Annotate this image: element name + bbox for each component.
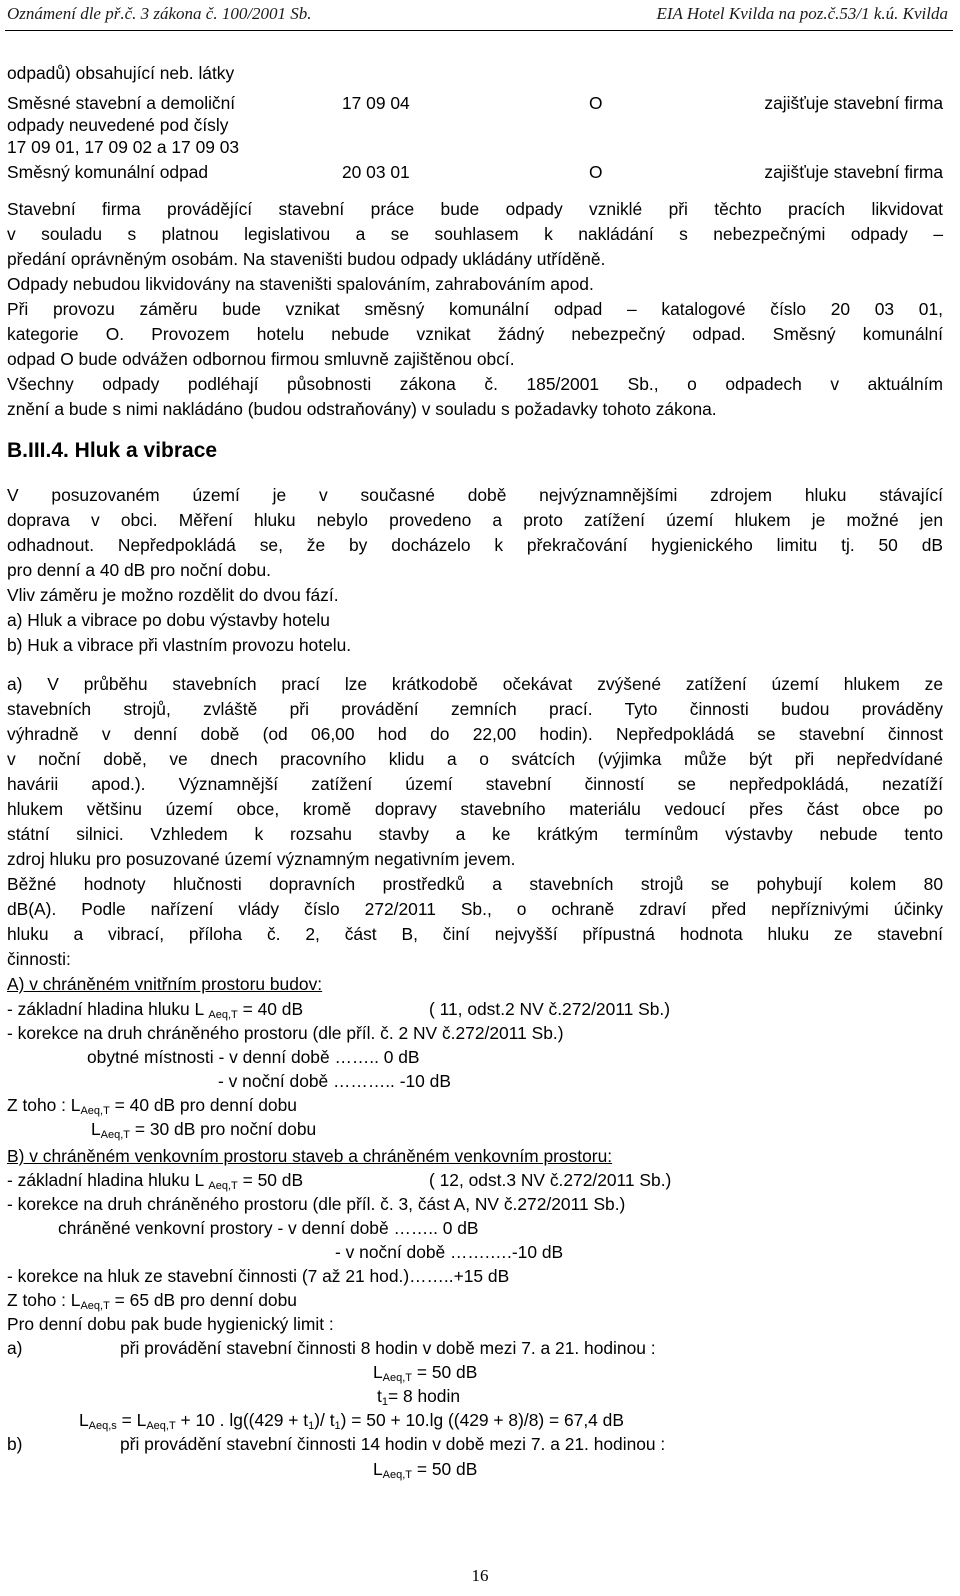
waste-code: 20 03 01 [342, 162, 410, 182]
text-line: odhadnout. Nepředpokládá se, že by docházelo k překračování hygienického limitu tj. 50 dB [7, 535, 943, 555]
waste-name: Směsný komunální odpad [7, 162, 209, 182]
text-line: kategorie O. Provozem hotelu nebude vznikat žádný nebezpečný odpad. Směsný komunální [7, 324, 943, 344]
text-line: stavebních strojů, zvláště při provádění zemních prací. Tyto činnosti budou prováděny [7, 699, 943, 719]
waste-name: Směsné stavební a demoliční [7, 93, 236, 113]
text-line: státní silnici. Vzhledem k rozsahu stavby a ke krátkým termínům výstavby nebude tento [7, 824, 943, 844]
waste-code: 17 09 04 [342, 93, 410, 113]
text-line: V posuzovaném území je v současné době nejvýznamnějšími zdrojem hluku stávající [7, 485, 943, 505]
table-row: odpadů) obsahující neb. látky [7, 63, 235, 83]
text-line: $t_1= 8$ hodin [377, 1386, 461, 1408]
text-line: v souladu s platnou legislativou a se souhlasem k nakládání s nebezpečnými odpady – [7, 224, 943, 244]
header-rule [5, 30, 953, 31]
text-line: - základní hladina hluku L $_{Aeq,T}$ = 40 dB [7, 999, 304, 1021]
text-line: $L_{Aeq,T} = 50$ dB [373, 1362, 478, 1384]
text-line: při provádění stavební činnosti 14 hodin v době mezi 7. a 21. hodinou : [120, 1434, 666, 1454]
text-line: pro denní a 40 dB pro noční dobu. [7, 560, 271, 580]
text-line: a) V průběhu stavebních prací lze krátkodobě očekávat zvýšené zatížení území hlukem ze [7, 674, 943, 694]
page-number: 16 [471, 1566, 489, 1585]
header-left-text: Oznámení dle př.č. 3 zákona č. 100/2001 Sb. [7, 4, 312, 23]
legal-reference: ( 11, odst.2 NV č.272/2011 Sb.) [429, 999, 671, 1019]
list-marker: b) [7, 1434, 23, 1454]
text-line: a) Hluk a vibrace po dobu výstavby hotelu [7, 610, 330, 630]
text-line: Všechny odpady podléhají působnosti zákona č. 185/2001 Sb., o odpadech v aktuálním [7, 374, 943, 394]
text-line: v noční době, ve dnech pracovního klidu a o svátcích (výjimka může být při nepředvídané [7, 749, 943, 769]
text-line: hluku a vibrací, příloha č. 2, část B, činí nejvyšší přípustná hodnota hluku ze stavební [7, 924, 943, 944]
waste-note: zajišťuje stavební firma [764, 93, 943, 113]
waste-name: 17 09 01, 17 09 02 a 17 09 03 [7, 137, 240, 157]
text-line: odpad O bude odvážen odbornou firmou smluvně zajištěnou obcí. [7, 349, 515, 369]
page-header [0, 0, 960, 34]
subsection-heading: A) v chráněném vnitřním prostoru budov: [7, 974, 323, 994]
text-line: obytné místnosti - v denní době …….. 0 dB [87, 1047, 420, 1067]
text-line: - korekce na druh chráněného prostoru (dle příl. č. 2 NV č.272/2011 Sb.) [7, 1023, 564, 1043]
text-line: Běžné hodnoty hlučnosti dopravních prostředků a stavebních strojů se pohybují kolem 80 [7, 874, 943, 894]
text-line: dB(A). Podle nařízení vlády číslo 272/2011 Sb., o ochraně zdraví před nepříznivými účinky [7, 899, 943, 919]
text-line: Pro denní dobu pak bude hygienický limit : [7, 1314, 334, 1334]
text-line: Odpady nebudou likvidovány na staveništi spalováním, zahrabováním apod. [7, 274, 594, 294]
text-line: znění a bude s nimi nakládáno (budou odstraňovány) v souladu s požadavky tohoto zákona. [7, 399, 717, 419]
text-line: - základní hladina hluku L $_{Aeq,T}$ = 50 dB [7, 1170, 304, 1192]
text-line: při provádění stavební činnosti 8 hodin v době mezi 7. a 21. hodinou : [120, 1338, 656, 1358]
text-line: výhradně v denní době (od 06,00 hod do 22,00 hodin). Nepředpokládá se stavební činnost [7, 724, 943, 744]
text-line: $L_{Aeq,T} = 50$ dB [373, 1459, 478, 1481]
text-line: hlukem většinu území obce, kromě dopravy stavebního materiálu vedoucí přes část obce po [7, 799, 943, 819]
text-line: Vliv záměru je možno rozdělit do dvou fází. [7, 585, 339, 605]
waste-name: odpady neuvedené pod čísly [7, 115, 229, 135]
text-line: - korekce na hluk ze stavební činnosti (7 až 21 hod.)……..+15 dB [7, 1266, 510, 1286]
list-marker: a) [7, 1338, 23, 1358]
text-line: Stavební firma provádějící stavební práce bude odpady vzniklé při těchto pracích likvidovat [7, 199, 943, 219]
text-line: b) Huk a vibrace při vlastním provozu hotelu. [7, 635, 352, 655]
text-line: Z toho : $L_{Aeq,T} = 40$ dB pro denní dobu [7, 1095, 297, 1117]
text-line: - v noční době ……….. -10 dB [218, 1071, 451, 1091]
legal-reference: ( 12, odst.3 NV č.272/2011 Sb.) [429, 1170, 672, 1190]
subsection-heading: B) v chráněném venkovním prostoru staveb a chráněném venkovním prostoru: [7, 1146, 613, 1166]
text-line: chráněné venkovní prostory - v denní době …….. 0 dB [58, 1218, 479, 1238]
text-line: Při provozu záměru bude vznikat směsný komunální odpad – katalogové číslo 20 03 01, [7, 299, 943, 319]
text-line: - korekce na druh chráněného prostoru (dle příl. č. 3, část A, NV č.272/2011 Sb.) [7, 1194, 626, 1214]
text-line: doprava v obci. Měření hluku nebylo provedeno a proto zatížení území hlukem je možné jen [7, 510, 943, 530]
section-heading: B.III.4. Hluk a vibrace [7, 439, 218, 462]
text-line: Z toho : $L_{Aeq,T} = 65$ dB pro denní dobu [7, 1290, 297, 1312]
text-line: zdroj hluku pro posuzované území významným negativním jevem. [7, 849, 516, 869]
waste-category: O [589, 162, 603, 182]
text-line: havárii apod.). Významnější zatížení území stavební činností se nepředpokládá, nezatíží [7, 774, 943, 794]
text-line: činnosti: [7, 949, 71, 969]
text-line: $L_{Aeq,T} = 30$ dB pro noční dobu [91, 1119, 317, 1141]
header-right-text: EIA Hotel Kvilda na poz.č.53/1 k.ú. Kvilda [656, 4, 948, 23]
waste-category: O [589, 93, 603, 113]
formula: $L_{Aeq,s} = L_{Aeq,T} + 10$ . $\lg((429 + t_1)/$ $t_1) = 50 + 10.\lg$ ((429 + 8)/8) = 67,4 dB [79, 1410, 624, 1432]
waste-note: zajišťuje stavební firma [764, 162, 943, 182]
text-line: předání oprávněným osobám. Na staveništi budou odpady ukládány utříděně. [7, 249, 606, 269]
text-line: - v noční době …….….-10 dB [335, 1242, 564, 1262]
